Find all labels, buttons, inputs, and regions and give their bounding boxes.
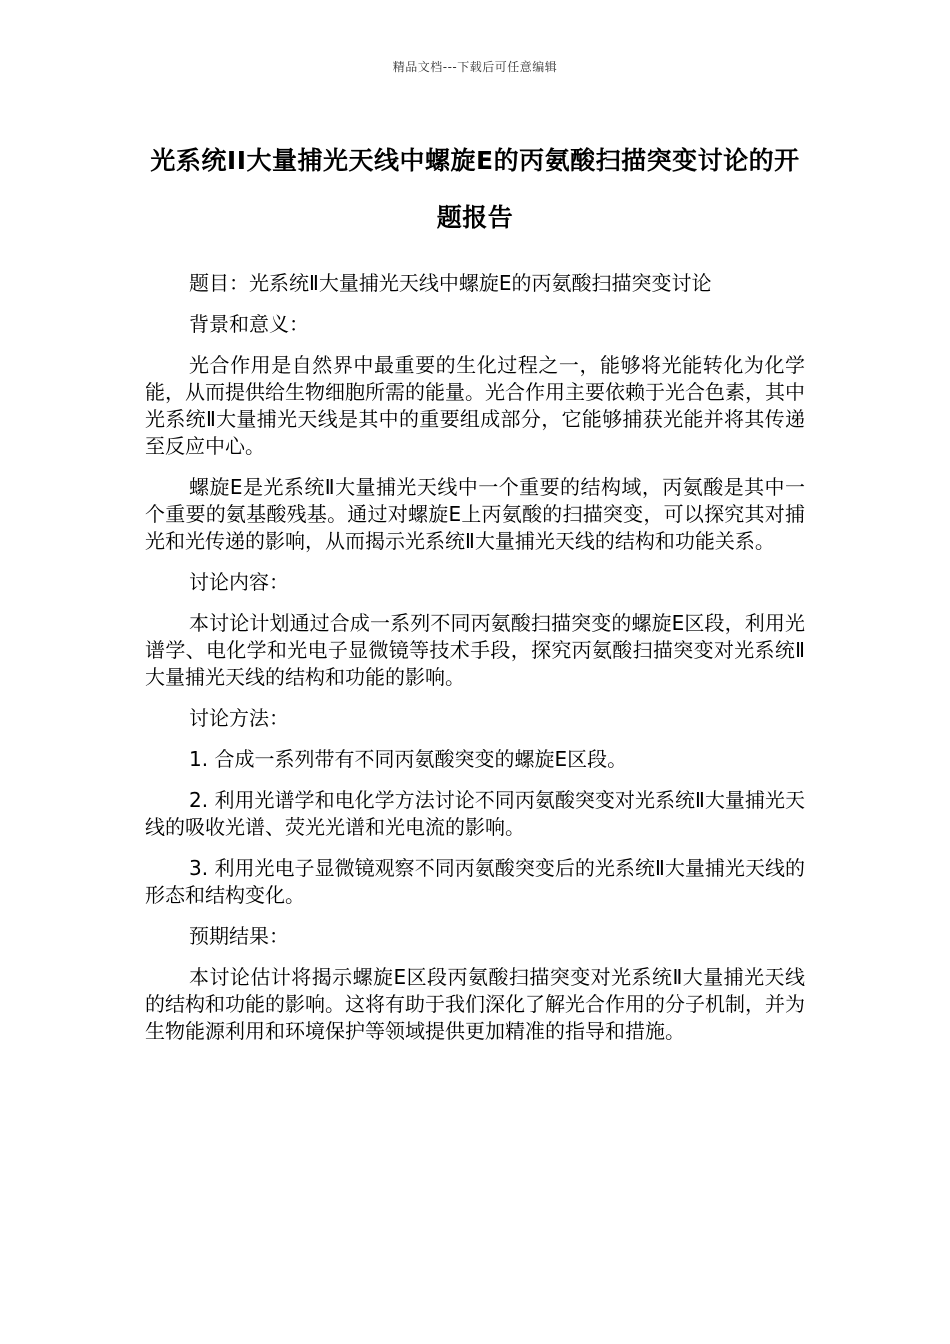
- section-heading-content: 讨论内容：: [189, 570, 289, 594]
- document-body: [145, 270, 805, 1059]
- method-item-3: 3. 利用光电子显微镜观察不同丙氨酸突变后的光系统Ⅱ大量捕光天线的形态和结构变化。: [145, 856, 805, 907]
- section-heading-methods: 讨论方法：: [189, 706, 289, 730]
- method-item-1: 1. 合成一系列带有不同丙氨酸突变的螺旋E区段。: [189, 747, 628, 771]
- section-heading-results: 预期结果：: [189, 924, 289, 948]
- background-paragraph-1: 光合作用是自然界中最重要的生化过程之一，能够将光能转化为化学能，从而提供给生物细胞所需的能量。光合作用主要依赖于光合色素，其中光系统Ⅱ大量捕光天线是其中的重要组成部分，它能够捕获光能并将其传递至反应中心。: [145, 353, 805, 458]
- method-item-2: 2. 利用光谱学和电化学方法讨论不同丙氨酸突变对光系统Ⅱ大量捕光天线的吸收光谱、荧光光谱和光电流的影响。: [145, 788, 805, 839]
- background-paragraph-2: 螺旋E是光系统Ⅱ大量捕光天线中一个重要的结构域，丙氨酸是其中一个重要的氨基酸残基。通过对螺旋E上丙氨酸的扫描突变，可以探究其对捕光和光传递的影响，从而揭示光系统Ⅱ大量捕光天线的结构和功能关系。: [145, 475, 805, 553]
- results-paragraph: 本讨论估计将揭示螺旋E区段丙氨酸扫描突变对光系统Ⅱ大量捕光天线的结构和功能的影响。这将有助于我们深化了解光合作用的分子机制，并为生物能源利用和环境保护等领域提供更加精准的指导和措施。: [145, 965, 805, 1043]
- content-paragraph: 本讨论计划通过合成一系列不同丙氨酸扫描突变的螺旋E区段，利用光谱学、电化学和光电子显微镜等技术手段，探究丙氨酸扫描突变对光系统Ⅱ大量捕光天线的结构和功能的影响。: [145, 611, 805, 689]
- document-title: 光系统II大量捕光天线中螺旋E的丙氨酸扫描突变讨论的开题报告: [150, 146, 800, 232]
- section-heading-background: 背景和意义：: [189, 312, 309, 336]
- topic-line: 题目：光系统Ⅱ大量捕光天线中螺旋E的丙氨酸扫描突变讨论: [189, 271, 712, 295]
- header-note: 精品文档---下载后可任意编辑: [392, 60, 558, 74]
